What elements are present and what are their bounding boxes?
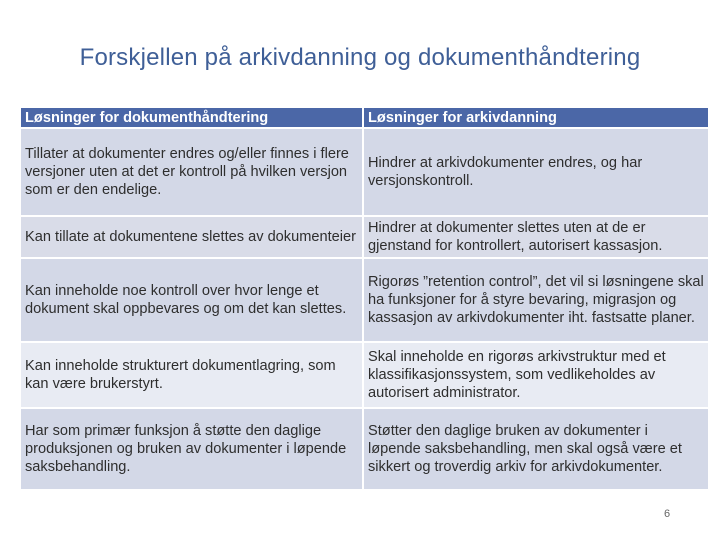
table-row bbox=[20, 342, 709, 408]
cell-archiving: Rigorøs ”retention control”, det vil si løsningene skal ha funksjoner for å styre bevaring, migrasjon og kassasjon av arkivdokumenter iht. fastsatte planer. bbox=[363, 258, 709, 342]
comparison-table bbox=[19, 106, 710, 491]
cell-document-management: Kan inneholde strukturert dokumentlagring, som kan være brukerstyrt. bbox=[20, 342, 363, 408]
table-row bbox=[20, 128, 709, 216]
cell-archiving: Hindrer at dokumenter slettes uten at de er gjenstand for kontrollert, autorisert kassasjon. bbox=[363, 216, 709, 258]
slide-title: Forskjellen på arkivdanning og dokumenthåndtering bbox=[79, 44, 641, 71]
cell-document-management: Kan inneholde noe kontroll over hvor lenge et dokument skal oppbevares og om det kan slettes. bbox=[20, 258, 363, 342]
cell-document-management: Tillater at dokumenter endres og/eller finnes i flere versjoner uten at det er kontroll på hvilken versjon som er den endelige. bbox=[20, 128, 363, 216]
table-row bbox=[20, 408, 709, 490]
table-row bbox=[20, 258, 709, 342]
cell-archiving: Støtter den daglige bruken av dokumenter i løpende saksbehandling, men skal også være et sikkert og troverdig arkiv for arkivdokumenter. bbox=[363, 408, 709, 490]
cell-document-management: Kan tillate at dokumentene slettes av dokumenteier bbox=[20, 216, 363, 258]
page-number: 6 bbox=[664, 508, 671, 520]
cell-archiving: Hindrer at arkivdokumenter endres, og har versjonskontroll. bbox=[363, 128, 709, 216]
header-archiving: Løsninger for arkivdanning bbox=[363, 107, 709, 128]
table-header-row bbox=[20, 107, 709, 128]
header-document-management: Løsninger for dokumenthåndtering bbox=[20, 107, 363, 128]
cell-archiving: Skal inneholde en rigorøs arkivstruktur med et klassifikasjonssystem, som vedlikeholdes av autorisert administrator. bbox=[363, 342, 709, 408]
table-row bbox=[20, 216, 709, 258]
cell-document-management: Har som primær funksjon å støtte den daglige produksjonen og bruken av dokumenter i løpende saksbehandling. bbox=[20, 408, 363, 490]
